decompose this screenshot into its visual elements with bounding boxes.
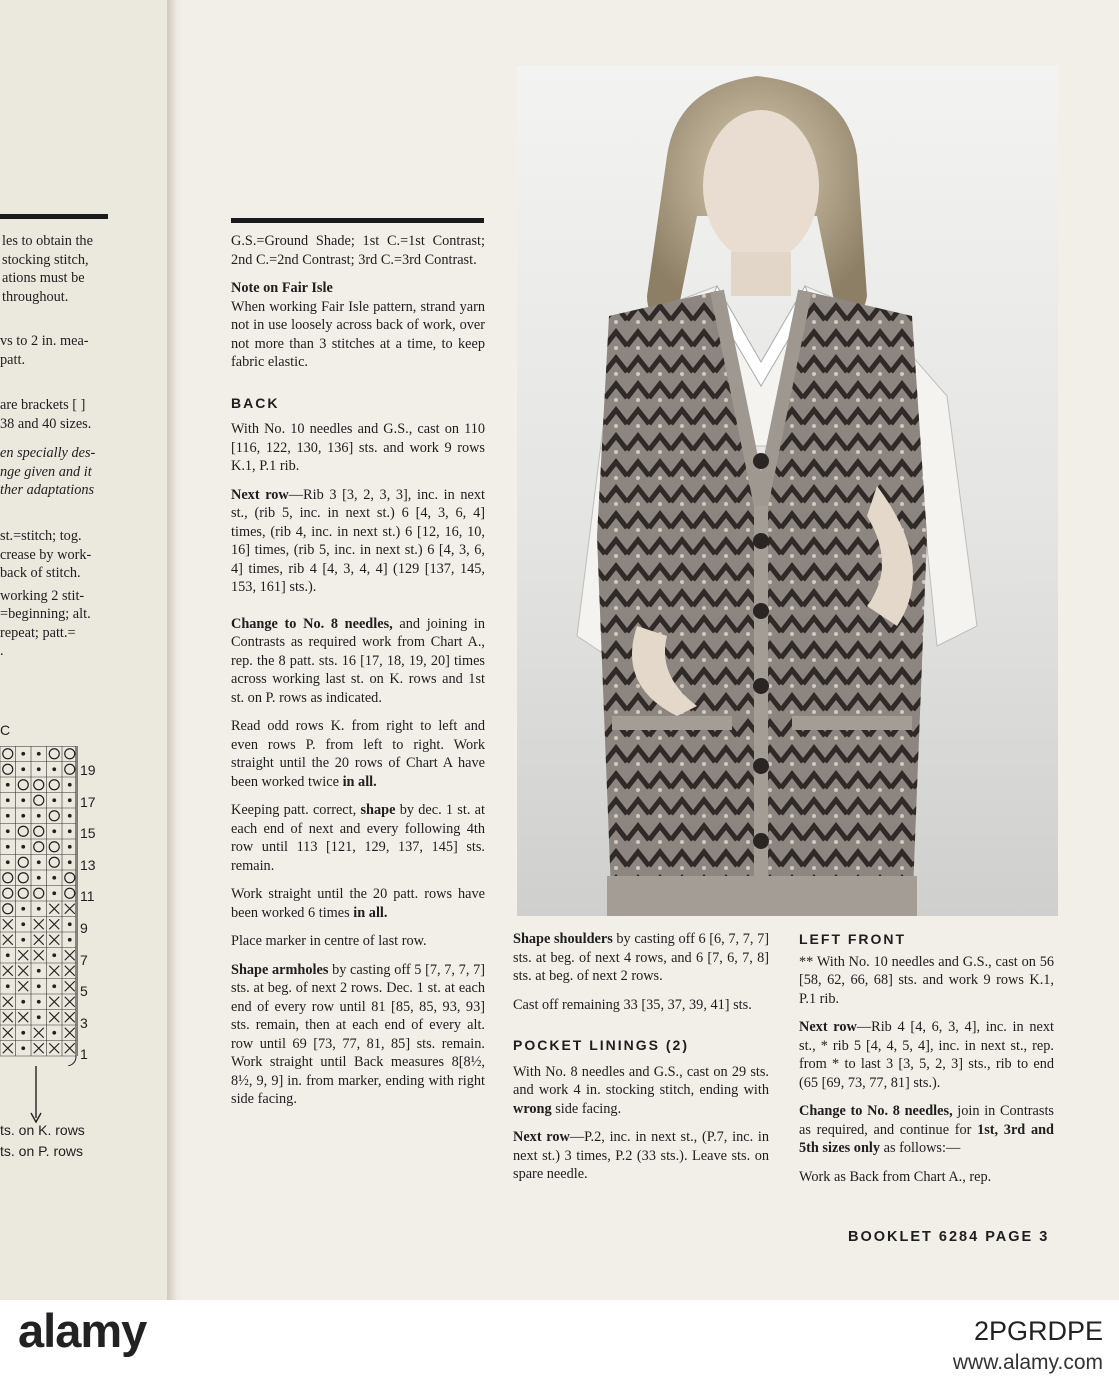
note-title: Note on Fair Isle	[231, 280, 333, 296]
chart-c-grid	[0, 746, 80, 1066]
rows-k-label: ts. on K. rows	[0, 1122, 85, 1138]
left-text-block-b: vs to 2 in. mea- patt.	[0, 333, 89, 368]
left-text-block-d: en specially des- nge given and it ther adaptations	[0, 445, 96, 498]
back-para-1: With No. 10 needles and G.S., cast on 110 [116, 122, 130, 136] sts. and work 9 rows K.1, P.1 rib.	[231, 421, 485, 474]
image-id: 2PGRDPE	[973, 1316, 1103, 1346]
left-front-para-2: Next row—Rib 4 [4, 6, 3, 4], inc. in next st., * rib 5 [4, 4, 5, 4], inc. in next st., rep. from * to last 3 [3, 5, 2, 3] sts., rib to end (65 [69, 73, 77, 81] sts.).	[799, 1019, 1054, 1091]
chart-row-number: 3	[80, 1014, 88, 1031]
back-para-7: Place marker in centre of last row.	[231, 933, 427, 949]
chart-arrow	[28, 1066, 44, 1126]
left-rule	[0, 214, 108, 219]
cast-off-para: Cast off remaining 33 [35, 37, 39, 41] sts.	[513, 996, 752, 1013]
left-front-heading: LEFT FRONT	[799, 931, 907, 947]
page-footer: BOOKLET 6284 PAGE 3	[848, 1229, 1050, 1245]
abbreviations: G.S.=Ground Shade; 1st C.=1st Contrast; 2nd C.=2nd Contrast; 3rd C.=3rd Contrast.	[231, 233, 485, 268]
chart-row-number: 5	[80, 983, 88, 1000]
pocket-heading: POCKET LININGS (2)	[513, 1037, 690, 1053]
back-heading: BACK	[231, 394, 280, 411]
column-back	[231, 232, 485, 1119]
column-shoulders-pockets	[513, 930, 769, 1194]
back-para-8: Shape armholes by casting off 5 [7, 7, 7, 7] sts. at beg. of next 2 rows. Dec. 1 st. at each end of every row until 81 [85, 85, 93, 93] sts. remain, then at each end of every alt. row until 69 [73, 77, 81, 85] sts. remain. Work straight until Back measures 8[8½, 8½, 9, 9] in. from marker, ending with right side facing.	[231, 961, 485, 1107]
pocket-para-1: With No. 8 needles and G.S., cast on 29 sts. and work 4 in. stocking stitch, ending with wrong side facing.	[513, 1063, 769, 1117]
left-front-para-4: Work as Back from Chart A., rep.	[799, 1168, 992, 1185]
chart-row-number: 1	[80, 1046, 88, 1063]
watermark-strip	[0, 1300, 1119, 1390]
back-para-3: Change to No. 8 needles, and joining in Contrasts as required work from Chart A., rep. the 8 patt. sts. 16 [17, 18, 19, 20] times across working last st. on K. rows and 1st st. on P. rows as indicated.	[231, 615, 486, 706]
page-fold	[167, 0, 183, 1300]
chart-row-number: 17	[80, 793, 96, 810]
chart-row-number: 7	[80, 951, 88, 968]
back-para-2: Next row—Rib 3 [3, 2, 3, 3], inc. in next st., (rib 5, inc. in next st.) 6 [4, 3, 6, 4] times, (rib 4, inc. in next st.) 6 [12, 16, 10, 16] times, (rib 5, inc. in next st.) 6 [4, 3, 6, 4] times, rib 4 [4, 3, 4, 4] (129 [137, 145, 153, 161] sts.).	[231, 486, 485, 595]
col2-rule	[231, 218, 484, 223]
left-text-block-e: st.=stitch; tog. crease by work- back of stitch. working 2 stit- =beginning; alt. repeat; patt.= .	[0, 528, 92, 659]
chart-row-number: 11	[80, 888, 95, 905]
back-para-5: Keeping patt. correct, shape by dec. 1 st. at each end of next and every following 4th row until 113 [121, 129, 137, 145] sts. remain.	[231, 802, 485, 874]
shoulders-para: Shape shoulders by casting off 6 [6, 7, 7, 7] sts. at beg. of next 4 rows, and 6 [7, 6, 7, 8] sts. at beg. of next 2 rows.	[513, 931, 769, 984]
model-photo	[517, 66, 1058, 916]
site-url: www.alamy.com	[952, 1351, 1103, 1374]
left-text-block-c: are brackets [ ] 38 and 40 sizes.	[0, 397, 92, 432]
chart-label: C	[0, 722, 11, 738]
chart-row-number: 19	[80, 762, 96, 778]
left-text-block-a: les to obtain the stocking stitch, ations must be throughout.	[2, 233, 93, 305]
pocket-para-2: Next row—P.2, inc. in next st., (P.7, inc. in next st.) 3 times, P.2 (33 sts.). Leave sts. on spare needle.	[513, 1129, 769, 1182]
chart-row-number: 9	[80, 920, 88, 936]
back-para-6: Work straight until the 20 patt. rows have been worked 6 times in all.	[231, 886, 485, 921]
left-front-para-1: ** With No. 10 needles and G.S., cast on 56 [58, 62, 66, 68] sts. and work 9 rows K.1, P.1 rib.	[799, 953, 1054, 1007]
note-body: When working Fair Isle pattern, strand yarn not in use loosely across back of work, over not more than 3 stitches at a time, to keep fabric elastic.	[231, 298, 485, 370]
column-left-front	[799, 930, 1054, 1196]
chart-row-number: 13	[80, 856, 96, 873]
left-front-para-3: Change to No. 8 needles, join in Contrasts as required, and continue for 1st, 3rd and 5th sizes only as follows:—	[799, 1103, 1054, 1156]
chart-row-number: 15	[80, 825, 96, 842]
alamy-logo: alamy	[18, 1304, 147, 1357]
rows-p-label: ts. on P. rows	[0, 1143, 84, 1159]
back-para-4: Read odd rows K. from right to left and even rows P. from left to right. Work straight until the 20 rows of Chart A have been worked twice in all.	[231, 718, 485, 790]
